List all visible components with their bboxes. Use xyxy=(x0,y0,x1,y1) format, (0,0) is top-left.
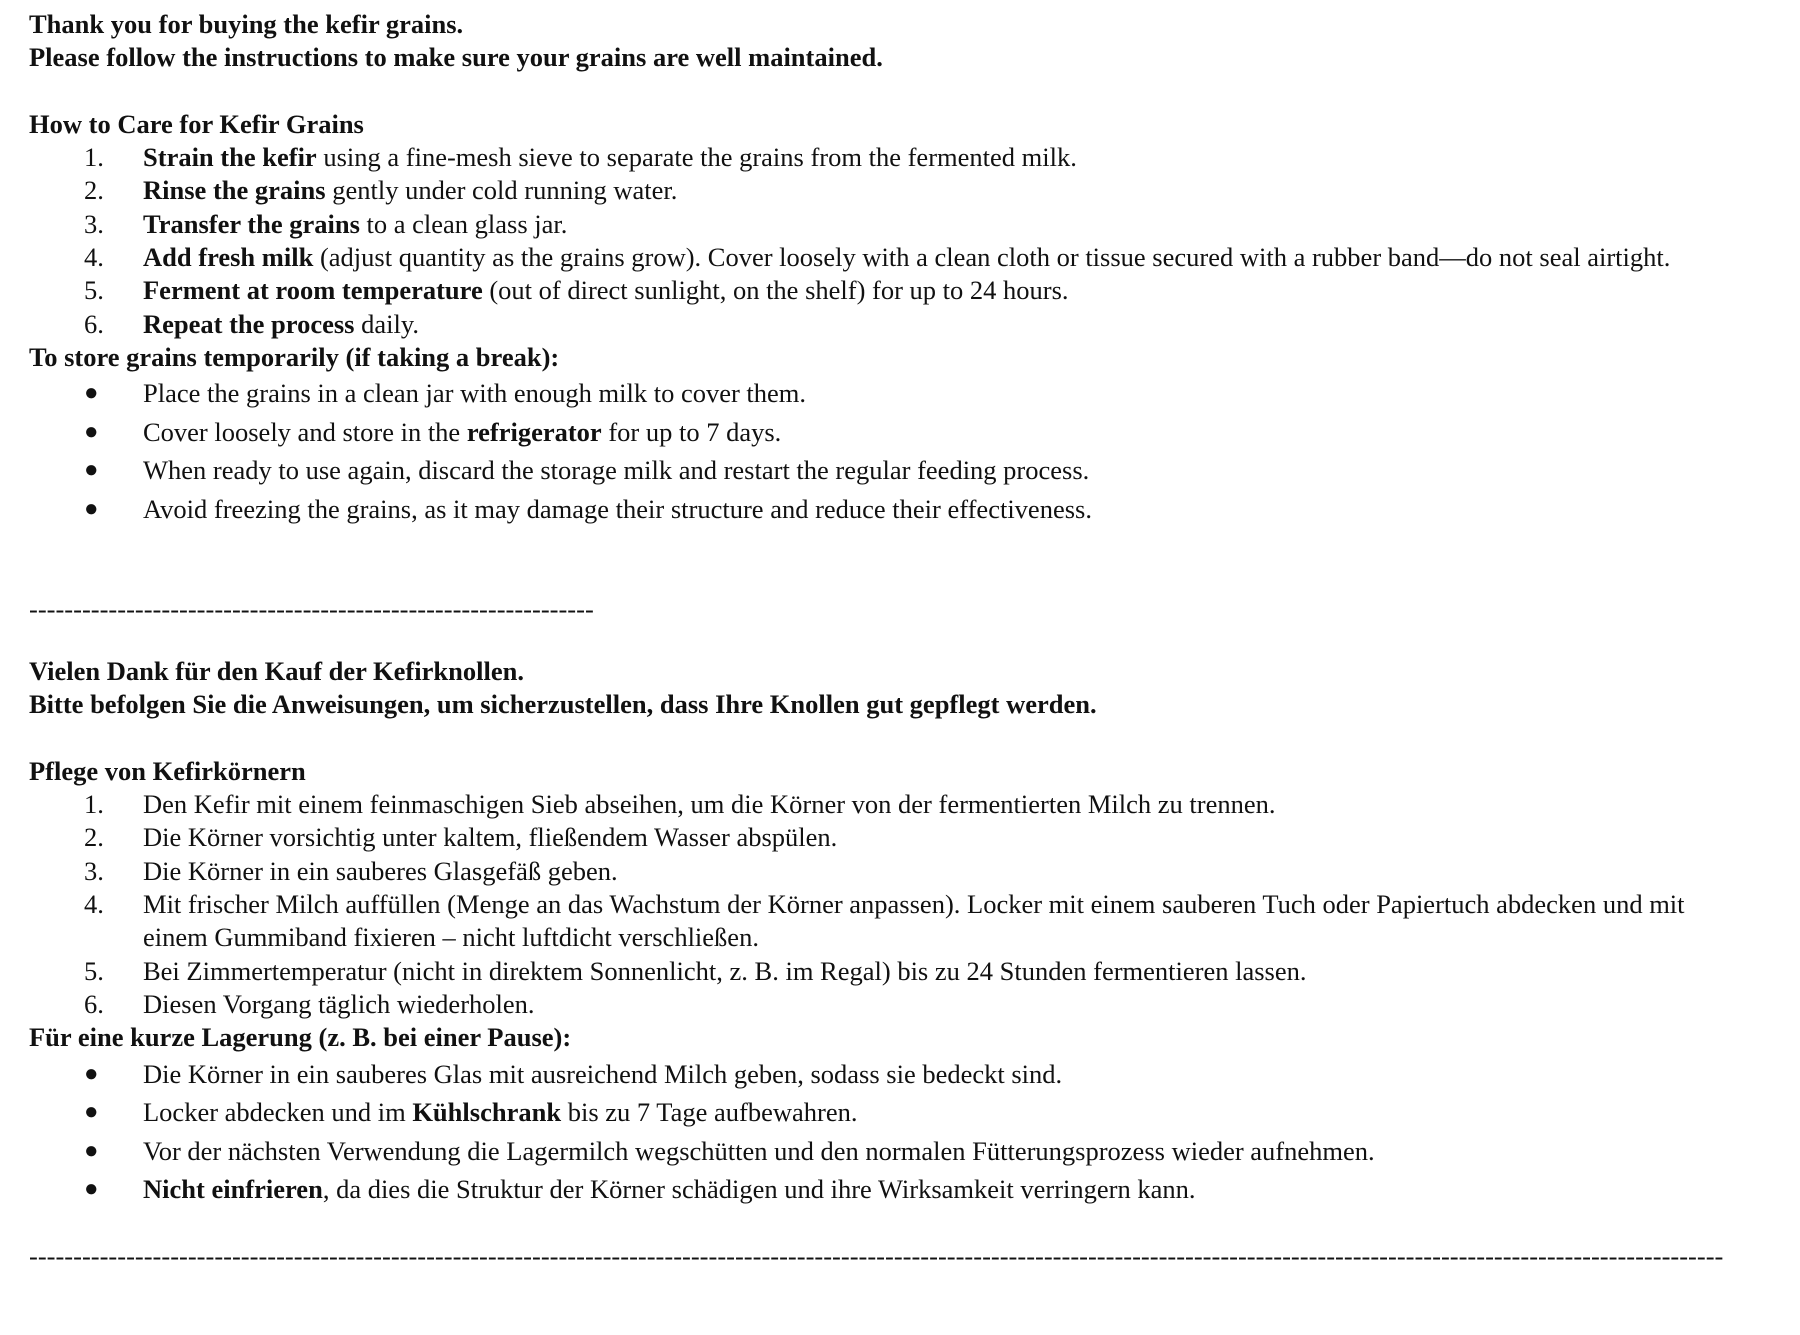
store-text: , da dies die Struktur der Körner schädigen und ihre Wirksamkeit verringern kann. xyxy=(322,1174,1196,1205)
step-number: 2. xyxy=(84,822,104,853)
care-step xyxy=(29,208,1703,241)
care-step xyxy=(29,274,1703,307)
step-text: using a fine-mesh sieve to separate the grains from the fermented milk. xyxy=(316,142,1077,173)
store-text: Cover loosely and store in the xyxy=(143,416,467,447)
step-number: 4. xyxy=(84,889,104,920)
store-heading: Für eine kurze Lagerung (z. B. bei einer Pause): xyxy=(29,1022,572,1053)
instructions-line: Bitte befolgen Sie die Anweisungen, um sicherzustellen, dass Ihre Knollen gut gepflegt werden. xyxy=(29,689,1097,720)
step-bold: Strain the kefir xyxy=(143,142,317,173)
step-number: 6. xyxy=(84,308,104,339)
care-step xyxy=(29,988,1728,1021)
step-bold: Add fresh milk xyxy=(143,242,314,273)
store-bold: refrigerator xyxy=(466,416,602,447)
bullet-icon: ● xyxy=(84,495,99,522)
step-number: 1. xyxy=(84,142,104,173)
german-section xyxy=(29,655,1728,1209)
bullet-icon: ● xyxy=(84,1060,99,1087)
store-heading: To store grains temporarily (if taking a break): xyxy=(29,341,560,372)
instructions-line: Please follow the instructions to make sure your grains are well maintained. xyxy=(29,42,883,73)
step-bold: Ferment at room temperature xyxy=(143,275,483,306)
step-text: Den Kefir mit einem feinmaschigen Sieb abseihen, um die Körner von der fermentierten Milch zu trennen. xyxy=(143,789,1276,820)
step-number: 5. xyxy=(84,275,104,306)
store-item xyxy=(29,490,1703,529)
care-step xyxy=(29,174,1703,207)
store-text: When ready to use again, discard the storage milk and restart the regular feeding process. xyxy=(143,455,1090,486)
separator-line: ---------------------------------------------------------------- xyxy=(29,594,594,624)
bullet-icon: ● xyxy=(84,457,99,484)
english-section xyxy=(29,8,1703,528)
care-heading: How to Care for Kefir Grains xyxy=(29,108,364,139)
store-item xyxy=(29,374,1703,413)
store-text: Die Körner in ein sauberes Glas mit ausreichend Milch geben, sodass sie bedeckt sind. xyxy=(143,1058,1063,1089)
care-step xyxy=(29,888,1728,955)
step-number: 3. xyxy=(84,208,104,239)
step-text: (adjust quantity as the grains grow). Cover loosely with a clean cloth or tissue secured with a rubber band—do not seal airtight. xyxy=(313,242,1671,273)
store-item xyxy=(29,1132,1728,1171)
step-number: 2. xyxy=(84,175,104,206)
step-text: (out of direct sunlight, on the shelf) for up to 24 hours. xyxy=(482,275,1069,306)
store-item xyxy=(29,451,1703,490)
store-text: Vor der nächsten Verwendung die Lagermilch wegschütten und den normalen Fütterungsprozess wieder aufnehmen. xyxy=(143,1135,1375,1166)
care-step xyxy=(29,855,1728,888)
bullet-icon: ● xyxy=(84,1137,99,1164)
step-text: Bei Zimmertemperatur (nicht in direktem Sonnenlicht, z. B. im Regal) bis zu 24 Stunden fermentieren lassen. xyxy=(143,955,1307,986)
step-number: 1. xyxy=(84,789,104,820)
store-list xyxy=(29,1055,1728,1209)
store-bold: Nicht einfrieren xyxy=(143,1174,323,1205)
step-number: 5. xyxy=(84,955,104,986)
care-step xyxy=(29,788,1728,821)
bullet-icon: ● xyxy=(84,1176,99,1203)
store-text: Locker abdecken und im xyxy=(143,1097,413,1128)
care-step xyxy=(29,821,1728,854)
step-text: gently under cold running water. xyxy=(325,175,678,206)
care-step xyxy=(29,241,1703,274)
store-item xyxy=(29,1093,1728,1132)
care-step xyxy=(29,141,1703,174)
care-step xyxy=(29,955,1728,988)
step-text: Mit frischer Milch auffüllen (Menge an das Wachstum der Körner anpassen). Locker mit einem sauberen Tuch oder Papiertuch abdecken und mit einem Gummiband fixieren – nicht luftdicht verschließen. xyxy=(143,889,1685,953)
care-steps-list xyxy=(29,141,1703,341)
step-bold: Repeat the process xyxy=(143,308,355,339)
store-list xyxy=(29,374,1703,528)
step-text: daily. xyxy=(354,308,420,339)
care-step xyxy=(29,308,1703,341)
store-text: Avoid freezing the grains, as it may damage their structure and reduce their effectiveness. xyxy=(143,493,1092,524)
store-text: for up to 7 days. xyxy=(601,416,782,447)
care-heading: Pflege von Kefirkörnern xyxy=(29,755,306,786)
care-steps-list xyxy=(29,788,1728,1021)
store-text: bis zu 7 Tage aufbewahren. xyxy=(561,1097,858,1128)
step-bold: Rinse the grains xyxy=(143,175,326,206)
separator-line-bottom: ------------------------------------------------------------------------------------------------------------------------------------------------------------------------------------------------ xyxy=(29,1241,1724,1271)
store-item xyxy=(29,1170,1728,1209)
step-number: 3. xyxy=(84,855,104,886)
step-bold: Transfer the grains xyxy=(143,208,360,239)
store-item xyxy=(29,1055,1728,1094)
thank-you-line: Thank you for buying the kefir grains. xyxy=(29,9,464,39)
bullet-icon: ● xyxy=(84,1099,99,1126)
store-text: Place the grains in a clean jar with enough milk to cover them. xyxy=(143,378,807,409)
store-bold: Kühlschrank xyxy=(412,1097,562,1128)
step-number: 6. xyxy=(84,988,104,1019)
step-text: to a clean glass jar. xyxy=(359,208,568,239)
thank-you-line: Vielen Dank für den Kauf der Kefirknollen. xyxy=(29,656,524,686)
step-text: Diesen Vorgang täglich wiederholen. xyxy=(143,988,535,1019)
store-item xyxy=(29,413,1703,452)
step-text: Die Körner in ein sauberes Glasgefäß geben. xyxy=(143,855,618,886)
bullet-icon: ● xyxy=(84,380,99,407)
step-text: Die Körner vorsichtig unter kaltem, fließendem Wasser abspülen. xyxy=(143,822,838,853)
bullet-icon: ● xyxy=(84,418,99,445)
step-number: 4. xyxy=(84,242,104,273)
